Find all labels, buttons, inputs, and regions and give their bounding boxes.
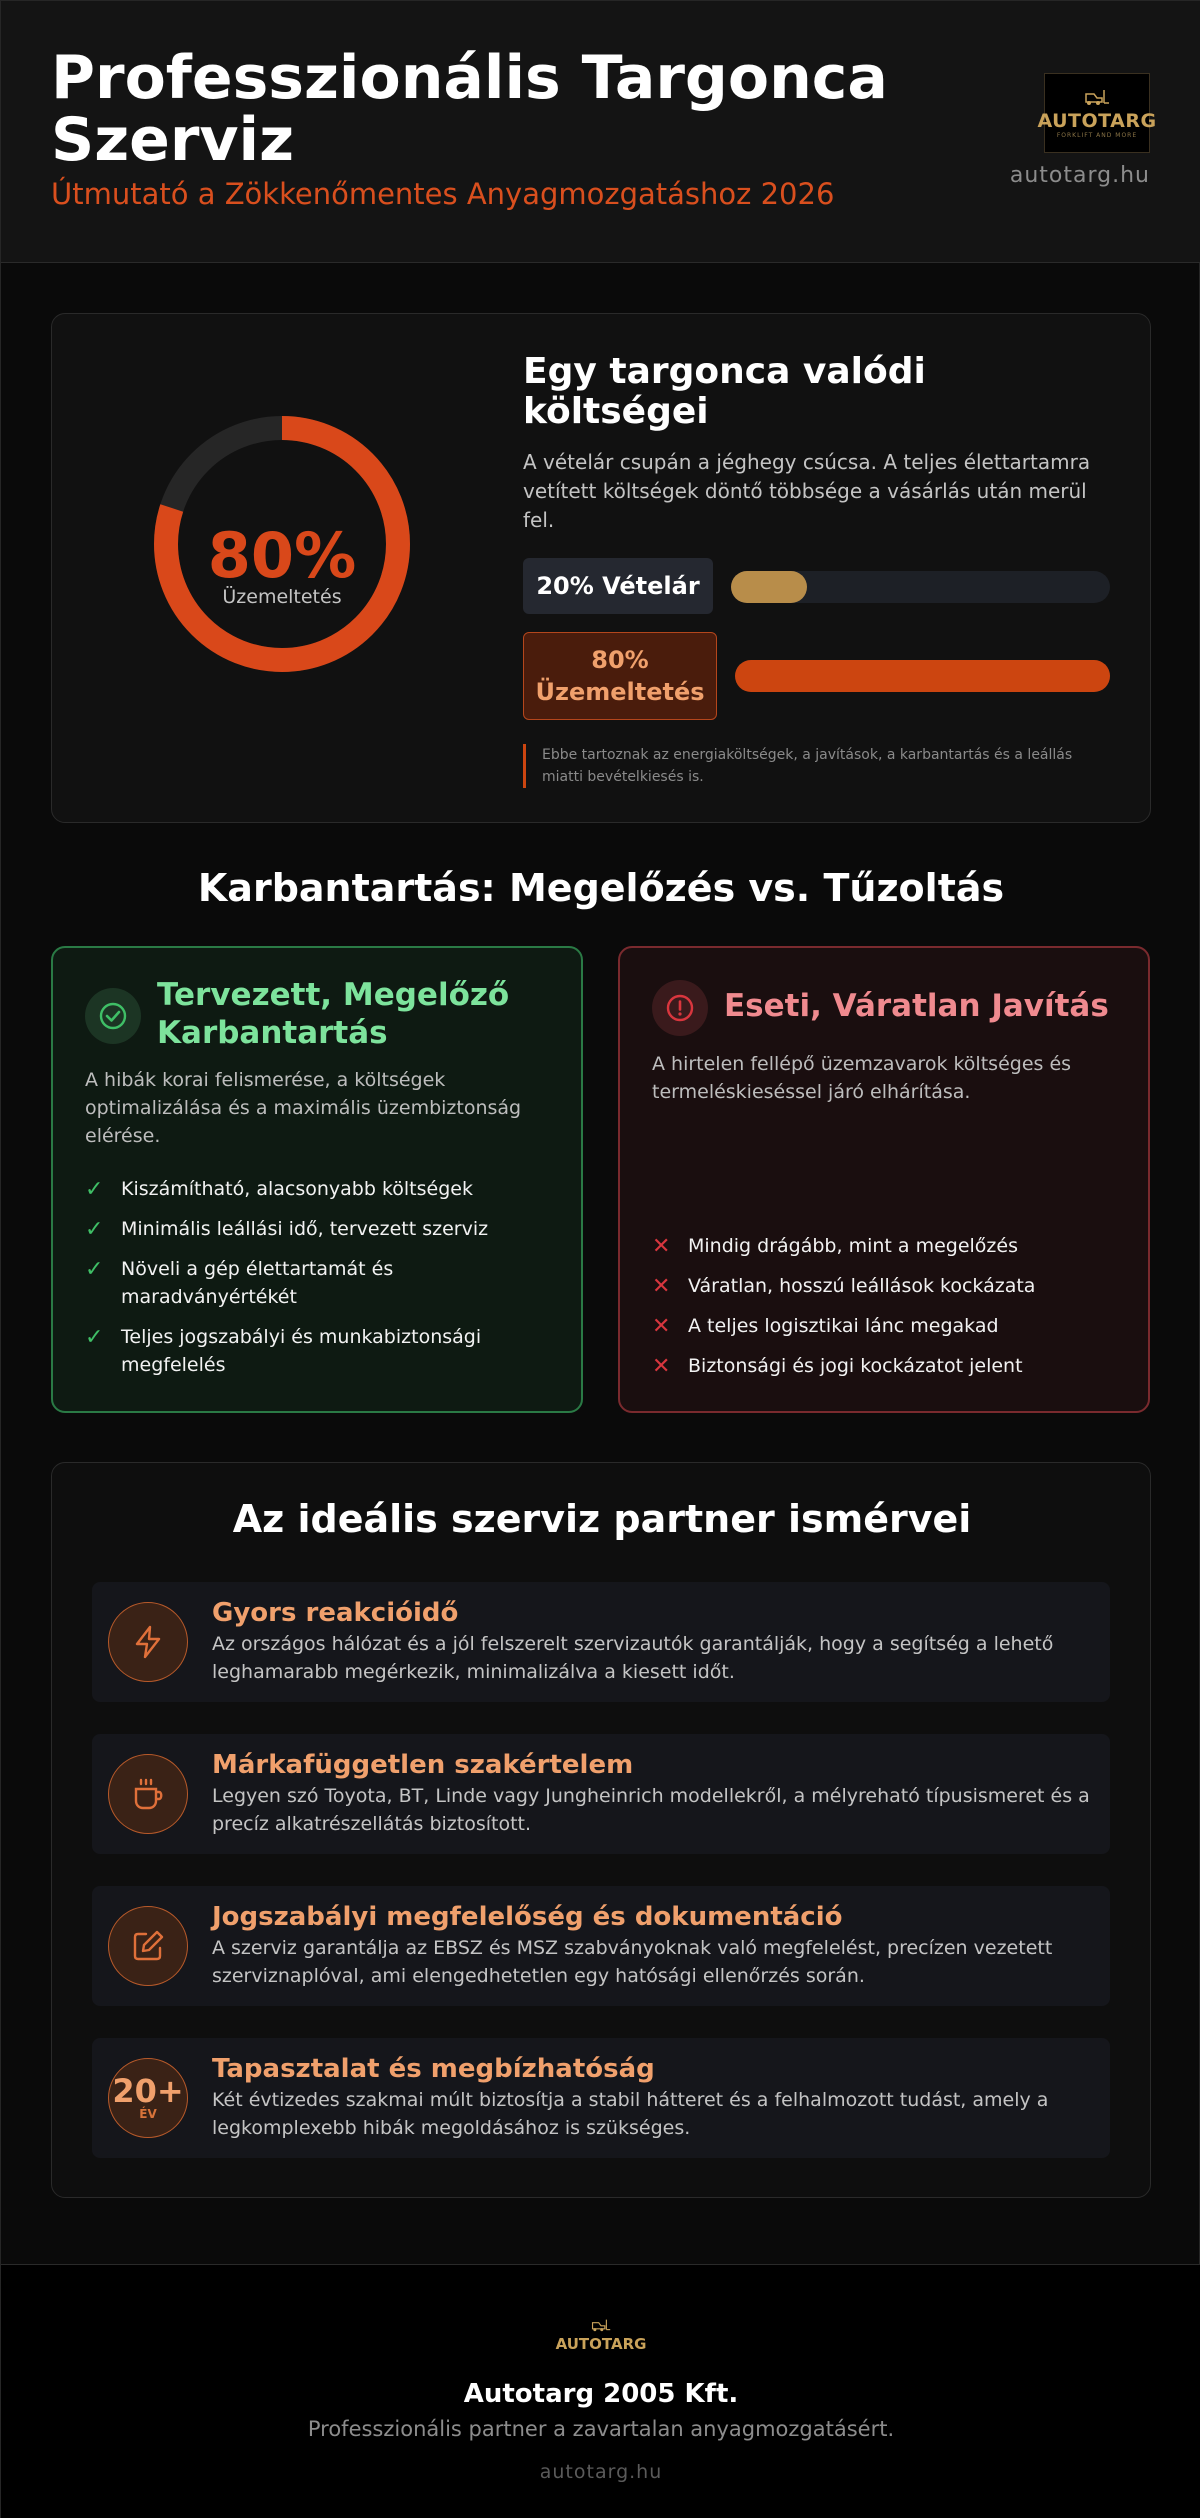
lightning-icon (108, 1602, 188, 1682)
partner-item-experience (92, 2038, 1110, 2158)
edit-icon (108, 1906, 188, 1986)
cross-icon: ✕ (652, 1234, 671, 1259)
partner-item-description: Legyen szó Toyota, BT, Linde vagy Jungheinrich modellekről, a mélyreható típusismeret és a precíz alkatrészellátás biztosított. (212, 1785, 1090, 1835)
partner-item-name: Gyors reakcióidő (212, 1598, 459, 1628)
partner-item-brand (92, 1734, 1110, 1854)
donut-label: Üzemeltetés (222, 586, 342, 608)
partner-title: Az ideális szerviz partner ismérvei (232, 1497, 972, 1541)
page-title: Professzionális Targonca Szerviz (51, 43, 888, 175)
emergency-description: A hirtelen fellépő üzemzavarok költséges és termeléskieséssel járó elhárítása. (652, 1053, 1072, 1103)
operation-label: 80% Üzemeltetés (523, 632, 717, 720)
footer (1, 2264, 1200, 2518)
planned-description: A hibák korai felismerése, a költségek optimalizálása és a maximális üzembiztonság elérése. (85, 1069, 522, 1147)
check-icon: ✓ (85, 1217, 104, 1242)
coffee-cup-icon (108, 1754, 188, 1834)
maintenance-title: Karbantartás: Megelőzés vs. Tűzoltás (197, 866, 1005, 910)
logo[interactable] (1037, 73, 1157, 153)
cost-title: Egy targonca valódi költségei (523, 351, 926, 432)
planned-list (85, 1175, 555, 1391)
badge-20-icon (108, 2058, 188, 2138)
check-icon: ✓ (85, 1177, 104, 1202)
footer-logo[interactable] (556, 2305, 646, 2365)
planned-maintenance-card (51, 946, 583, 1413)
list-item: ✕ Váratlan, hosszú leállások kockázata (652, 1274, 1036, 1299)
operation-bar-track (735, 660, 1110, 692)
page-subtitle: Útmutató a Zökkenőmentes Anyagmozgatáshoz 2026 (51, 177, 835, 211)
cross-icon: ✕ (652, 1274, 671, 1299)
footer-logo-text: AUTOTARG (555, 2334, 647, 2353)
donut-value: 80% (207, 519, 357, 592)
list-item: ✓ Növeli a gép élettartamát és maradványértékét (85, 1257, 394, 1308)
purchase-label: 20% Vételár (523, 558, 713, 614)
cost-description: A vételár csupán a jéghegy csúcsa. A teljes élettartamra vetített költségek döntő többsége a vásárlás után merül fel. (523, 450, 1091, 532)
emergency-list (652, 1232, 1122, 1392)
list-item: ✕ Mindig drágább, mint a megelőzés (652, 1234, 1018, 1259)
footer-tagline: Professzionális partner a zavartalan anyagmozgatásért. (307, 2417, 895, 2441)
cross-icon: ✕ (652, 1354, 671, 1379)
footer-company: Autotarg 2005 Kft. (463, 2379, 739, 2409)
partner-item-description: Két évtizedes szakmai múlt biztosítja a stabil hátteret és a felhalmozott tudást, amely a legkomplexebb hibák megoldásához is szükséges. (212, 2089, 1049, 2139)
list-item: ✓ Teljes jogszabályi és munkabiztonsági megfelelés (85, 1325, 482, 1376)
list-item: ✓ Kiszámítható, alacsonyabb költségek (85, 1177, 473, 1202)
alert-circle-icon (652, 980, 708, 1036)
partner-item-speed (92, 1582, 1110, 1702)
partner-item-description: A szerviz garantálja az EBSZ és MSZ szabványoknak való megfelelést, precízen vezetett szerviznaplóval, ami elengedhetetlen egy hatósági ellenőrzés során. (212, 1937, 1053, 1987)
logo-tagline: FORKLIFT AND MORE (1056, 131, 1138, 139)
list-item: ✕ Biztonsági és jogi kockázatot jelent (652, 1354, 1023, 1379)
cost-note: Ebbe tartoznak az energiaköltségek, a javítások, a karbantartás és a leállás miatti bevételkiesés is. (523, 744, 1103, 788)
cost-card (51, 313, 1151, 823)
check-circle-icon (85, 988, 141, 1044)
emergency-title: Eseti, Váratlan Javítás (724, 988, 1109, 1024)
emergency-repair-card (618, 946, 1150, 1413)
purchase-bar-track (731, 571, 1110, 603)
footer-domain[interactable]: autotarg.hu (539, 2461, 663, 2483)
purchase-bar-fill (731, 571, 807, 603)
check-icon: ✓ (85, 1257, 104, 1282)
cross-icon: ✕ (652, 1314, 671, 1339)
logo-text: AUTOTARG (1037, 109, 1157, 132)
header (1, 1, 1200, 263)
partner-item-name: Tapasztalat és megbízhatóság (212, 2054, 655, 2084)
header-domain[interactable]: autotarg.hu (1009, 163, 1150, 188)
check-icon: ✓ (85, 1325, 104, 1350)
operation-bar-fill (735, 660, 1110, 692)
forklift-icon (1084, 88, 1110, 110)
badge-unit: ÉV (139, 2107, 157, 2121)
partner-card (51, 1462, 1151, 2198)
partner-item-name: Jogszabályi megfelelőség és dokumentáció (212, 1902, 843, 1932)
partner-item-description: Az országos hálózat és a jól felszerelt szervizautók garantálják, hogy a segítség a lehető leghamarabb megérkezik, minimalizálva a kiesett időt. (212, 1633, 1054, 1683)
partner-item-compliance (92, 1886, 1110, 2006)
partner-item-name: Márkafüggetlen szakértelem (212, 1750, 634, 1780)
planned-title: Tervezett, Megelőző Karbantartás (157, 977, 510, 1051)
list-item: ✓ Minimális leállási idő, tervezett szerviz (85, 1217, 489, 1242)
list-item: ✕ A teljes logisztikai lánc megakad (652, 1314, 999, 1339)
badge-number: 20+ (112, 2072, 184, 2110)
forklift-icon (591, 2318, 611, 2335)
